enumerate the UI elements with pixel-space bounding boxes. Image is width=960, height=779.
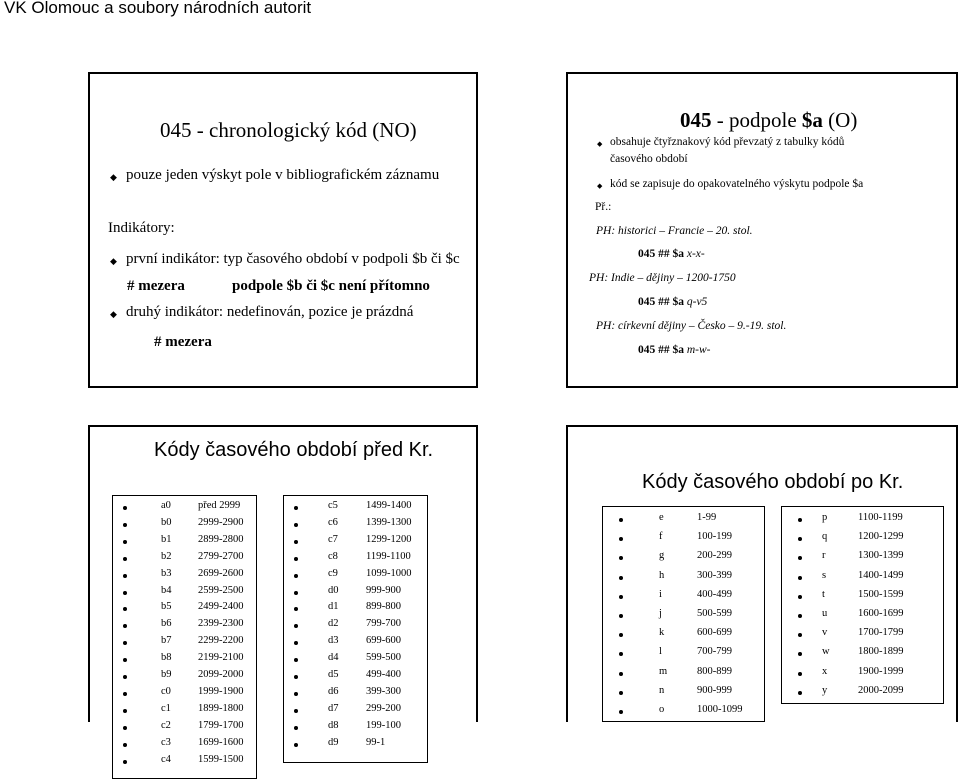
period-range: 400-499 bbox=[697, 588, 732, 600]
table-row bbox=[284, 737, 427, 754]
period-code: v bbox=[822, 627, 828, 639]
codes-table-ad-right bbox=[781, 506, 944, 704]
table-row bbox=[113, 500, 256, 517]
period-code: g bbox=[659, 550, 665, 562]
period-code: c5 bbox=[328, 500, 338, 511]
period-code: a0 bbox=[161, 500, 171, 511]
period-code: c4 bbox=[161, 753, 171, 765]
bullet-dot bbox=[619, 576, 623, 580]
bullet-dot bbox=[798, 691, 802, 695]
table-row bbox=[603, 589, 764, 606]
period-range: 2699-2600 bbox=[198, 567, 244, 579]
period-range: 1299-1200 bbox=[366, 533, 412, 545]
example-2-code-tag: 045 ## $a bbox=[638, 296, 684, 308]
example-1-code-value: x-x- bbox=[684, 248, 705, 260]
period-range: 899-800 bbox=[366, 601, 401, 613]
bullet-dot bbox=[294, 658, 298, 662]
period-range: 2000-2099 bbox=[858, 684, 904, 696]
table-row bbox=[782, 512, 943, 529]
period-range: 1399-1300 bbox=[366, 516, 412, 528]
table-row bbox=[284, 618, 427, 635]
period-code: b6 bbox=[161, 618, 172, 630]
bullet-dot bbox=[294, 726, 298, 730]
period-code: w bbox=[822, 646, 830, 658]
document-header: VK Olomouc a soubory národních autorit bbox=[4, 0, 312, 17]
bullet-dot bbox=[619, 672, 623, 676]
bullet-dot bbox=[294, 557, 298, 561]
period-range: 2299-2200 bbox=[198, 635, 244, 647]
period-range: 2399-2300 bbox=[198, 618, 244, 630]
period-code: b7 bbox=[161, 635, 172, 647]
table-row bbox=[284, 652, 427, 669]
period-code: t bbox=[822, 588, 825, 600]
period-range: 2799-2700 bbox=[198, 550, 244, 562]
example-2-heading: PH: Indie – dějiny – 1200-1750 bbox=[589, 272, 736, 284]
period-range: 399-300 bbox=[366, 685, 401, 697]
table-row bbox=[284, 585, 427, 602]
period-range: 799-700 bbox=[366, 618, 401, 630]
bullet-dot bbox=[294, 506, 298, 510]
table-row bbox=[603, 646, 764, 663]
bullet-dot bbox=[294, 709, 298, 713]
table-row bbox=[113, 652, 256, 669]
bullet-dot bbox=[798, 595, 802, 599]
period-range: 1499-1400 bbox=[366, 500, 412, 511]
codes-table-bc-left bbox=[112, 495, 257, 779]
example-label: Př.: bbox=[595, 201, 612, 213]
period-code: h bbox=[659, 569, 665, 581]
bullet-repeatable: ◆ kód se zapisuje do opakovatelného výskytu podpole $a bbox=[610, 178, 863, 190]
bullet-dot bbox=[798, 633, 802, 637]
bullet-dot bbox=[294, 675, 298, 679]
example-3-heading: PH: církevní dějiny – Česko – 9.-19. stol. bbox=[596, 320, 787, 332]
period-range: 199-100 bbox=[366, 719, 401, 731]
period-range: 300-399 bbox=[697, 569, 732, 581]
table-row bbox=[603, 685, 764, 702]
bullet-dot bbox=[123, 743, 127, 747]
bullet-dot bbox=[798, 537, 802, 541]
table-row bbox=[603, 608, 764, 625]
bullet-contains-code-cont: časového období bbox=[610, 153, 688, 165]
example-3-code bbox=[638, 344, 711, 356]
period-code: d2 bbox=[328, 618, 339, 630]
bullet-dot bbox=[798, 614, 802, 618]
table-row bbox=[284, 720, 427, 737]
table-row bbox=[284, 551, 427, 568]
period-range: 700-799 bbox=[697, 646, 732, 658]
period-code: b8 bbox=[161, 652, 172, 664]
bullet-dot bbox=[798, 672, 802, 676]
bullet-dot bbox=[619, 556, 623, 560]
table-row bbox=[782, 608, 943, 625]
period-code: e bbox=[659, 512, 664, 523]
bullet-dot bbox=[798, 518, 802, 522]
period-range: 1900-1999 bbox=[858, 665, 904, 677]
bullet-contains-code: ◆ obsahuje čtyřznakový kód převzatý z tabulky kódů bbox=[610, 136, 844, 148]
bullet-dot bbox=[294, 523, 298, 527]
table-row bbox=[603, 666, 764, 683]
period-range: 1000-1099 bbox=[697, 704, 743, 715]
period-code: c6 bbox=[328, 516, 338, 528]
table-row bbox=[113, 618, 256, 635]
period-code: b0 bbox=[161, 516, 172, 528]
period-range: 1199-1100 bbox=[366, 550, 411, 562]
slide-title: Kódy časového období po Kr. bbox=[642, 471, 904, 493]
title-text: - podpole bbox=[711, 108, 802, 132]
slide-title bbox=[680, 108, 857, 133]
table-row bbox=[113, 720, 256, 737]
example-2-code-value: q-v5 bbox=[684, 296, 708, 308]
table-row bbox=[603, 627, 764, 644]
period-range: 800-899 bbox=[697, 665, 732, 677]
slide-codes-ad bbox=[566, 425, 958, 722]
bullet-dot bbox=[619, 691, 623, 695]
table-row bbox=[782, 685, 943, 702]
first-indicator-mezera: # mezera bbox=[127, 278, 185, 294]
period-range: 900-999 bbox=[697, 684, 732, 696]
period-code: d3 bbox=[328, 635, 339, 647]
period-code: c0 bbox=[161, 685, 171, 697]
period-code: d5 bbox=[328, 669, 339, 680]
bullet-dot bbox=[294, 743, 298, 747]
period-range: 1400-1499 bbox=[858, 569, 904, 581]
period-code: j bbox=[659, 608, 662, 619]
table-row bbox=[113, 737, 256, 754]
bullet-dot bbox=[619, 633, 623, 637]
example-1-code-tag: 045 ## $a bbox=[638, 248, 684, 260]
period-range: 2899-2800 bbox=[198, 533, 244, 545]
period-range: 1800-1899 bbox=[858, 646, 904, 658]
title-subfield-code: $a bbox=[801, 108, 823, 132]
table-row bbox=[284, 635, 427, 652]
example-3-code-value: m-w- bbox=[684, 344, 711, 356]
period-range: 2499-2400 bbox=[198, 601, 244, 613]
table-row bbox=[284, 601, 427, 618]
period-range: 1599-1500 bbox=[198, 753, 244, 765]
period-code: b1 bbox=[161, 533, 172, 545]
period-range: 1200-1299 bbox=[858, 531, 904, 543]
table-row bbox=[603, 704, 764, 721]
period-range: 200-299 bbox=[697, 550, 732, 562]
bullet-dot bbox=[123, 760, 127, 764]
bullet-dot bbox=[123, 506, 127, 510]
bullet-dot bbox=[798, 652, 802, 656]
bullet-second-indicator: ◆ druhý indikátor: nedefinován, pozice je prázdná bbox=[126, 304, 413, 321]
bullet-dot bbox=[123, 641, 127, 645]
codes-table-bc-right bbox=[283, 495, 428, 763]
table-row bbox=[603, 531, 764, 548]
period-code: k bbox=[659, 627, 665, 639]
bullet-dot bbox=[294, 607, 298, 611]
period-range: 500-599 bbox=[697, 608, 732, 619]
period-range: 699-600 bbox=[366, 635, 401, 647]
period-range: 599-500 bbox=[366, 652, 401, 664]
table-row bbox=[113, 601, 256, 618]
table-row bbox=[603, 570, 764, 587]
title-field-number: 045 bbox=[680, 108, 712, 132]
period-code: o bbox=[659, 704, 665, 715]
table-row bbox=[284, 669, 427, 686]
bullet-dot bbox=[619, 710, 623, 714]
table-row bbox=[113, 703, 256, 720]
bullet-dot bbox=[123, 557, 127, 561]
period-range: před 2999 bbox=[198, 500, 241, 511]
period-code: c8 bbox=[328, 550, 338, 562]
bullet-dot bbox=[123, 692, 127, 696]
codes-table-ad-left bbox=[602, 506, 765, 722]
table-row bbox=[782, 550, 943, 567]
period-range: 1799-1700 bbox=[198, 719, 244, 731]
period-range: 999-900 bbox=[366, 584, 401, 596]
table-row bbox=[113, 754, 256, 771]
table-row bbox=[782, 627, 943, 644]
table-row bbox=[284, 568, 427, 585]
bullet-dot bbox=[123, 540, 127, 544]
table-row bbox=[284, 534, 427, 551]
slide-chronological-code bbox=[88, 72, 478, 388]
table-row bbox=[782, 646, 943, 663]
bullet-dot bbox=[619, 518, 623, 522]
period-code: d4 bbox=[328, 652, 339, 664]
period-range: 299-200 bbox=[366, 702, 401, 714]
period-code: b4 bbox=[161, 584, 172, 596]
period-code: n bbox=[659, 684, 665, 696]
period-code: c2 bbox=[161, 719, 171, 731]
table-row bbox=[782, 570, 943, 587]
period-range: 100-199 bbox=[697, 531, 732, 543]
period-range: 1700-1799 bbox=[858, 627, 904, 639]
period-code: c3 bbox=[161, 736, 171, 748]
table-row bbox=[113, 686, 256, 703]
second-indicator-mezera: # mezera bbox=[154, 334, 212, 350]
indicators-label: Indikátory: bbox=[108, 220, 175, 236]
period-range: 600-699 bbox=[697, 627, 732, 639]
period-code: c9 bbox=[328, 567, 338, 579]
table-row bbox=[782, 531, 943, 548]
period-range: 2099-2000 bbox=[198, 669, 244, 680]
period-range: 1899-1800 bbox=[198, 702, 244, 714]
period-range: 1699-1600 bbox=[198, 736, 244, 748]
period-code: d9 bbox=[328, 736, 339, 748]
period-code: f bbox=[659, 531, 663, 543]
bullet-dot bbox=[123, 607, 127, 611]
bullet-dot bbox=[619, 595, 623, 599]
bullet-dot bbox=[294, 574, 298, 578]
table-row bbox=[113, 585, 256, 602]
period-code: m bbox=[659, 665, 668, 677]
bullet-dot bbox=[123, 624, 127, 628]
period-code: x bbox=[822, 665, 828, 677]
bullet-single-occurrence: ◆ pouze jeden výskyt pole v bibliografickém záznamu bbox=[126, 167, 439, 184]
example-2-code bbox=[638, 296, 707, 308]
first-indicator-not-present: podpole $b či $c není přítomno bbox=[232, 278, 430, 294]
table-row bbox=[113, 551, 256, 568]
period-code: c1 bbox=[161, 702, 171, 714]
example-1-code bbox=[638, 248, 705, 260]
period-range: 2599-2500 bbox=[198, 584, 244, 596]
bullet-dot bbox=[294, 624, 298, 628]
period-range: 1500-1599 bbox=[858, 588, 904, 600]
period-code: b9 bbox=[161, 669, 172, 680]
bullet-dot bbox=[123, 658, 127, 662]
period-range: 1099-1000 bbox=[366, 567, 412, 579]
bullet-dot bbox=[294, 540, 298, 544]
period-code: d8 bbox=[328, 719, 339, 731]
bullet-dot bbox=[619, 614, 623, 618]
table-row bbox=[284, 686, 427, 703]
period-range: 1600-1699 bbox=[858, 608, 904, 619]
table-row bbox=[603, 512, 764, 529]
period-code: c7 bbox=[328, 533, 338, 545]
bullet-dot bbox=[123, 523, 127, 527]
period-range: 1100-1199 bbox=[858, 512, 903, 523]
period-code: p bbox=[822, 512, 828, 523]
slide-codes-bc bbox=[88, 425, 478, 765]
table-row bbox=[284, 517, 427, 534]
table-row bbox=[113, 568, 256, 585]
table-row bbox=[284, 500, 427, 517]
slide-title: Kódy časového období před Kr. bbox=[154, 439, 434, 461]
table-row bbox=[113, 669, 256, 686]
period-range: 499-400 bbox=[366, 669, 401, 680]
bullet-dot bbox=[294, 641, 298, 645]
period-code: y bbox=[822, 684, 828, 696]
bullet-first-indicator: ◆ první indikátor: typ časového období v podpoli $b či $c bbox=[126, 251, 460, 268]
bullet-dot bbox=[123, 709, 127, 713]
period-code: b3 bbox=[161, 567, 172, 579]
bullet-dot bbox=[123, 726, 127, 730]
period-code: l bbox=[659, 646, 662, 658]
bullet-dot bbox=[123, 675, 127, 679]
period-range: 2999-2900 bbox=[198, 516, 244, 528]
period-code: b5 bbox=[161, 601, 172, 613]
table-row bbox=[603, 550, 764, 567]
bullet-dot bbox=[619, 652, 623, 656]
table-row bbox=[113, 635, 256, 652]
table-row bbox=[284, 703, 427, 720]
period-range: 2199-2100 bbox=[198, 652, 244, 664]
period-code: d6 bbox=[328, 685, 339, 697]
period-code: b2 bbox=[161, 550, 172, 562]
bullet-dot bbox=[798, 576, 802, 580]
period-range: 99-1 bbox=[366, 736, 386, 748]
example-1-heading: PH: historici – Francie – 20. stol. bbox=[596, 225, 753, 237]
bullet-dot bbox=[123, 574, 127, 578]
period-range: 1999-1900 bbox=[198, 685, 244, 697]
period-code: d1 bbox=[328, 601, 339, 613]
period-code: s bbox=[822, 569, 827, 581]
period-range: 1300-1399 bbox=[858, 550, 904, 562]
period-code: i bbox=[659, 588, 662, 600]
bullet-dot bbox=[294, 692, 298, 696]
table-row bbox=[113, 517, 256, 534]
table-row bbox=[113, 534, 256, 551]
example-3-code-tag: 045 ## $a bbox=[638, 344, 684, 356]
title-obligation: (O) bbox=[822, 108, 858, 132]
period-code: r bbox=[822, 550, 826, 562]
bullet-dot bbox=[619, 537, 623, 541]
table-row bbox=[782, 589, 943, 606]
period-code: q bbox=[822, 531, 828, 543]
slide-subfield-a bbox=[566, 72, 958, 388]
period-code: d7 bbox=[328, 702, 339, 714]
period-code: u bbox=[822, 608, 828, 619]
bullet-dot bbox=[294, 591, 298, 595]
period-range: 1-99 bbox=[697, 512, 717, 523]
table-row bbox=[782, 666, 943, 683]
period-code: d0 bbox=[328, 584, 339, 596]
slide-title: 045 - chronologický kód (NO) bbox=[160, 118, 417, 142]
bullet-dot bbox=[123, 591, 127, 595]
bullet-dot bbox=[798, 556, 802, 560]
